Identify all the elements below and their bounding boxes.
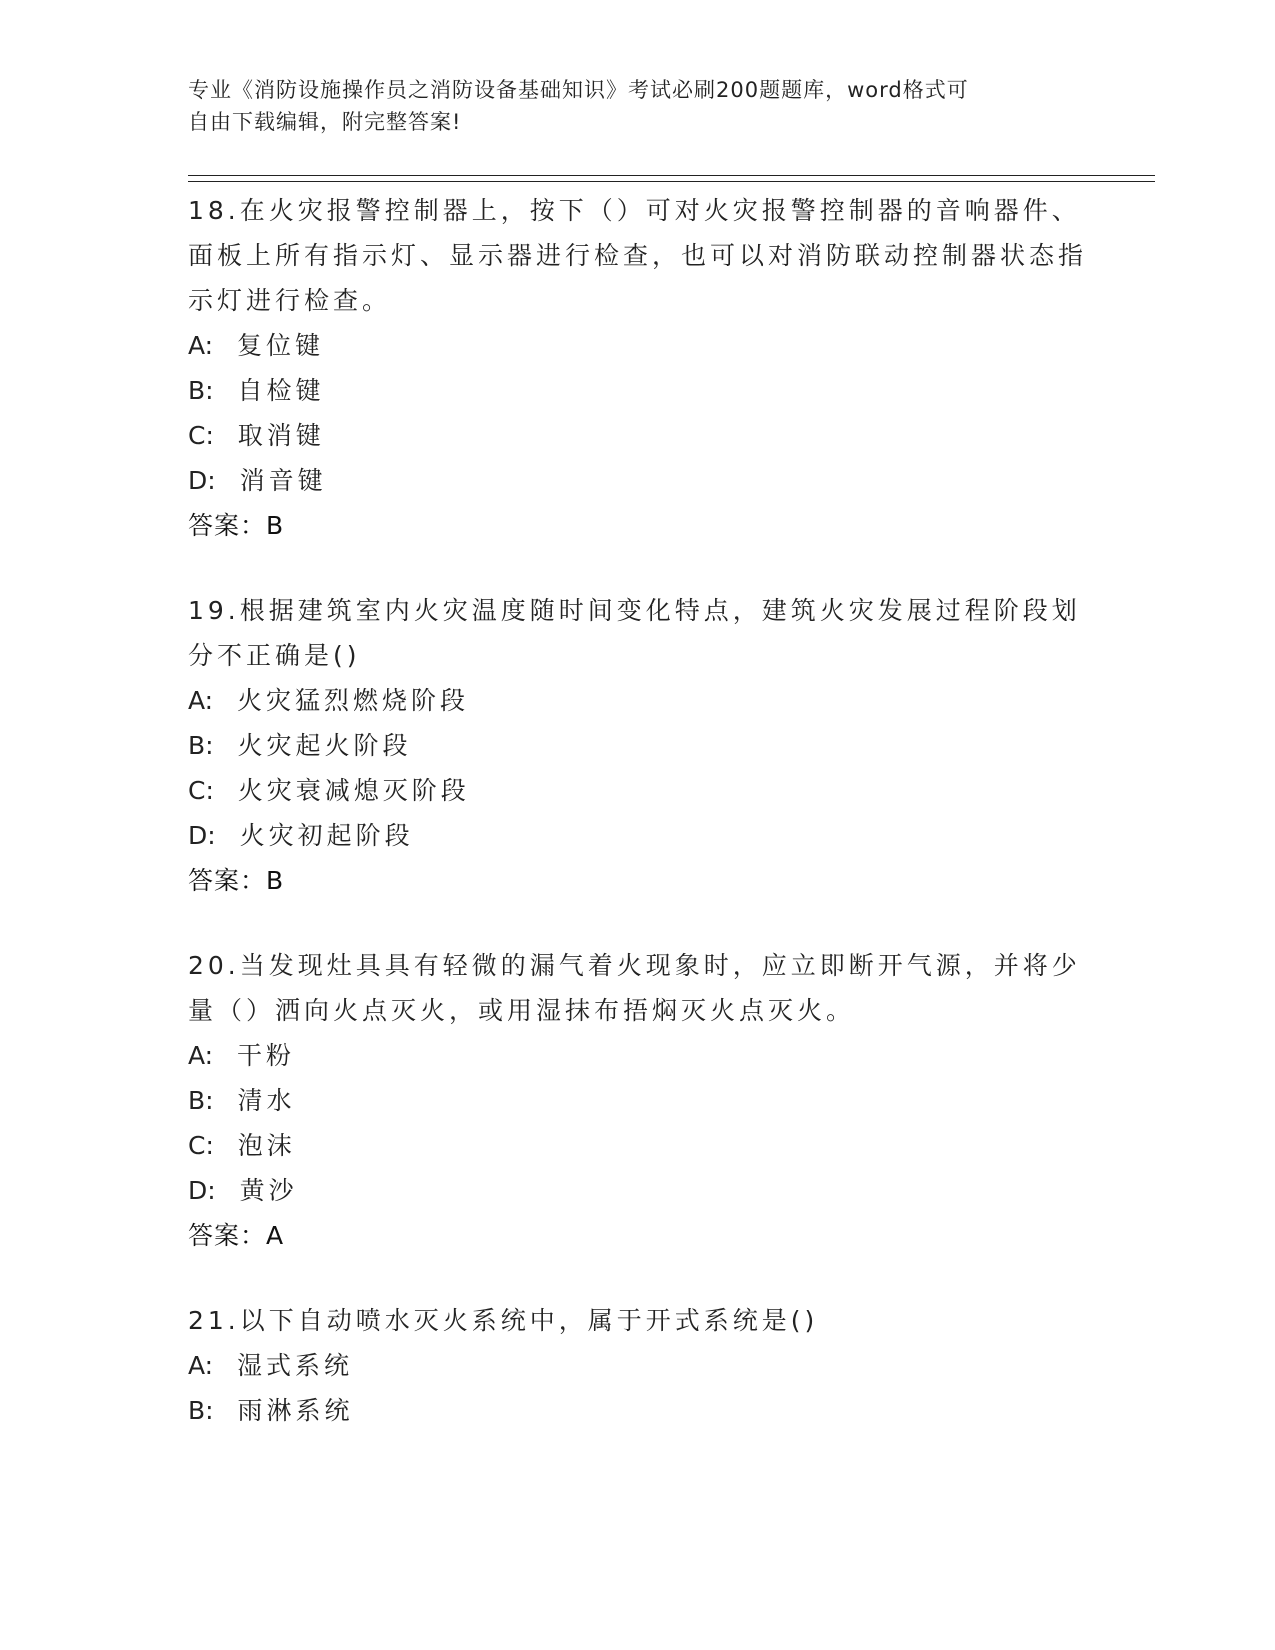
option-text: 火灾衰减熄灭阶段 (237, 776, 470, 805)
option-b (188, 1078, 1088, 1123)
question-18 (188, 188, 1088, 548)
option-text: 泡沫 (237, 1131, 296, 1160)
option-b (188, 368, 1088, 413)
option-c (188, 413, 1088, 458)
document-header (188, 74, 1068, 138)
option-text: 清水 (237, 1086, 296, 1115)
option-label: A: (188, 1351, 214, 1380)
option-c (188, 1123, 1088, 1168)
option-label: C: (188, 1131, 214, 1160)
option-text: 黄沙 (239, 1176, 298, 1205)
option-label: C: (188, 421, 214, 450)
option-label: D: (188, 466, 216, 495)
option-label: A: (188, 331, 214, 360)
option-c (188, 768, 1088, 813)
question-list (188, 188, 1088, 1473)
option-label: B: (188, 1086, 214, 1115)
option-label: D: (188, 821, 216, 850)
answer-line: 答案：B (188, 866, 285, 895)
option-a (188, 678, 1088, 723)
question-20 (188, 943, 1088, 1258)
option-text: 复位键 (237, 331, 325, 360)
question-stem: 18.在火灾报警控制器上，按下（）可对火灾报警控制器的音响器件、面板上所有指示灯、显示器进行检查，也可以对消防联动控制器状态指示灯进行检查。 (188, 196, 1088, 315)
option-label: B: (188, 1396, 214, 1425)
option-a (188, 1343, 1088, 1388)
option-d (188, 1168, 1088, 1213)
option-a (188, 1033, 1088, 1078)
header-line-2: 自由下载编辑，附完整答案! (188, 110, 462, 134)
option-text: 雨淋系统 (237, 1396, 354, 1425)
option-b (188, 1388, 1088, 1433)
option-d (188, 458, 1088, 503)
option-b (188, 723, 1088, 768)
answer-line: 答案：A (188, 1221, 285, 1250)
option-text: 自检键 (237, 376, 325, 405)
question-19 (188, 588, 1088, 903)
option-text: 火灾猛烈燃烧阶段 (237, 686, 470, 715)
question-stem: 21.以下自动喷水灭火系统中，属于开式系统是() (188, 1306, 819, 1335)
question-21 (188, 1298, 1088, 1433)
option-text: 火灾起火阶段 (237, 731, 412, 760)
option-text: 湿式系统 (237, 1351, 354, 1380)
option-text: 取消键 (237, 421, 325, 450)
option-label: A: (188, 1041, 214, 1070)
option-d (188, 813, 1088, 858)
question-stem: 20.当发现灶具具有轻微的漏气着火现象时，应立即断开气源，并将少量（）洒向火点灭火，或用湿抹布捂焖灭火点灭火。 (188, 951, 1081, 1025)
option-label: A: (188, 686, 214, 715)
question-stem: 19.根据建筑室内火灾温度随时间变化特点，建筑火灾发展过程阶段划分不正确是() (188, 596, 1081, 670)
option-text: 火灾初起阶段 (239, 821, 414, 850)
header-line-1: 专业《消防设施操作员之消防设备基础知识》考试必刷200题题库，word格式可 (188, 78, 969, 102)
answer-line: 答案：B (188, 511, 285, 540)
header-divider-top (188, 175, 1155, 176)
option-label: B: (188, 731, 214, 760)
header-divider-bottom (188, 181, 1155, 182)
option-label: B: (188, 376, 214, 405)
option-a (188, 323, 1088, 368)
option-text: 干粉 (237, 1041, 296, 1070)
option-text: 消音键 (239, 466, 327, 495)
option-label: C: (188, 776, 214, 805)
option-label: D: (188, 1176, 216, 1205)
